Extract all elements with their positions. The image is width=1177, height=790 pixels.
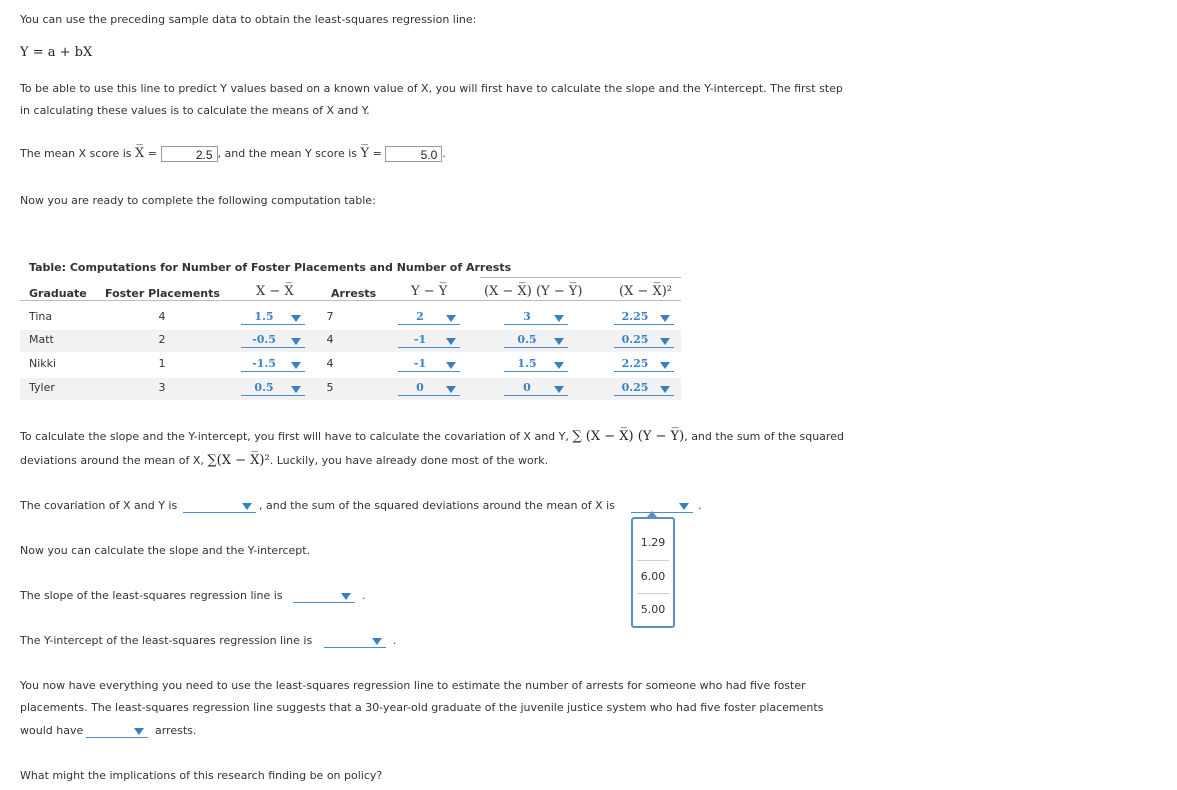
estimate-line3b: arrests. [155, 724, 197, 737]
xdev-dropdown[interactable] [241, 381, 305, 396]
row-background [20, 330, 681, 352]
xdev-dropdown[interactable] [241, 310, 305, 325]
chevron-down-icon [660, 362, 670, 369]
foster-placements: 2 [158, 333, 166, 346]
header-graduate: Graduate [29, 287, 87, 300]
ready-text: Now you are ready to complete the following computation table: [20, 194, 376, 207]
regression-formula: Y = a + bX [20, 45, 93, 60]
xdev-dropdown-value: 0.5 [254, 381, 274, 394]
header-squared: (X − X̅)² [619, 284, 673, 299]
product-dropdown-value: 1.5 [517, 357, 537, 370]
foster-placements: 4 [158, 310, 166, 323]
header-xdev: X − X̅ [256, 284, 294, 299]
equals-sign-2: = [372, 147, 382, 160]
product-dropdown[interactable] [504, 310, 568, 325]
cov-line1-text: To calculate the slope and the Y-intercept, you first will have to calculate the covariation of X and Y, [20, 430, 569, 443]
header-foster: Foster Placements [105, 287, 220, 300]
product-dropdown[interactable] [504, 381, 568, 396]
graduate-name: Nikki [29, 357, 57, 370]
squared-dropdown-value: 0.25 [621, 381, 649, 394]
chevron-down-icon [679, 503, 689, 510]
squared-dropdown[interactable] [614, 310, 674, 325]
policy-question: What might the implications of this research finding be on policy? [20, 769, 383, 782]
xdev-dropdown-value: -1.5 [252, 357, 276, 370]
sumsq-options-popup [631, 517, 675, 628]
ydev-dropdown-value: 0 [416, 381, 424, 394]
period-2: . [698, 499, 702, 512]
chevron-down-icon [134, 728, 144, 735]
chevron-down-icon [446, 386, 456, 393]
graduate-name: Tina [29, 310, 53, 323]
intercept-label: The Y-intercept of the least-squares regression line is [20, 634, 313, 647]
covariation-label: The covariation of X and Y is [20, 499, 178, 512]
product-dropdown-value: 0 [523, 381, 531, 394]
para1-line1: To be able to use this line to predict Y values based on a known value of X, you will first have to calculate the slope and the Y-intercept. The first step [20, 82, 843, 95]
foster-placements: 3 [158, 381, 166, 394]
header-arrests: Arrests [331, 287, 377, 300]
chevron-down-icon [554, 362, 564, 369]
chevron-down-icon [341, 593, 351, 600]
ydev-dropdown[interactable] [398, 310, 460, 325]
graduate-name: Matt [29, 333, 54, 346]
equals-sign: = [147, 147, 158, 160]
xdev-dropdown-value: -0.5 [252, 333, 276, 346]
table-caption: Table: Computations for Number of Foster Placements and Number of Arrests [29, 261, 512, 274]
header-ydev: Y − Y̅ [411, 284, 448, 299]
option-2[interactable]: 6.00 [640, 570, 666, 583]
header-product: (X − X̅) (Y − Y̅) [484, 284, 583, 299]
chevron-down-icon [554, 338, 564, 345]
option-divider [637, 560, 669, 561]
arrests-value: 4 [326, 357, 334, 370]
squared-dropdown-value: 2.25 [621, 357, 649, 370]
means-line [20, 146, 446, 162]
chevron-down-icon [446, 362, 456, 369]
table-top-line [480, 277, 681, 278]
chevron-down-icon [446, 338, 456, 345]
foster-placements: 1 [158, 357, 166, 370]
slope-dropdown[interactable] [293, 588, 355, 603]
cov-line2-text-b: . Luckily, you have already done most of the work. [269, 454, 549, 467]
chevron-down-icon [554, 315, 564, 322]
xdev-dropdown[interactable] [241, 357, 305, 372]
squared-dropdown[interactable] [614, 357, 674, 372]
row-background [20, 378, 681, 400]
mean-x-input[interactable]: 2.5 [161, 146, 218, 162]
chevron-down-icon [372, 638, 382, 645]
xdev-dropdown-value: 1.5 [254, 310, 274, 323]
chevron-down-icon [660, 315, 670, 322]
intro-text: You can use the preceding sample data to obtain the least-squares regression line: [20, 13, 477, 26]
ydev-dropdown-value: -1 [413, 333, 427, 346]
mean-x-label: The mean X score is [20, 147, 132, 160]
period-4: . [393, 634, 397, 647]
estimate-line2: placements. The least-squares regression line suggests that a 30-year-old graduate of the juvenile justice system who had five foster placements [20, 701, 824, 714]
ydev-dropdown[interactable] [398, 381, 460, 396]
product-dropdown-value: 0.5 [517, 333, 537, 346]
cov-line2-text: deviations around the mean of X, [20, 454, 204, 467]
estimate-line3a: would have [20, 724, 84, 737]
arrests-value: 5 [326, 381, 334, 394]
chevron-down-icon [291, 315, 301, 322]
ydev-dropdown[interactable] [398, 333, 460, 348]
option-3[interactable]: 5.00 [640, 603, 666, 616]
mean-y-input[interactable]: 5.0 [385, 146, 442, 162]
estimate-line1: You now have everything you need to use the least-squares regression line to estimate the number of arrests for someone who had five foster [20, 679, 806, 692]
graduate-name: Tyler [29, 381, 55, 394]
cov-sq-expr: ∑(X − X̅)² [207, 453, 270, 468]
squared-dropdown-value: 0.25 [621, 333, 649, 346]
mean-y-symbol: Y̅ [360, 146, 370, 161]
arrests-estimate-dropdown[interactable] [86, 723, 148, 738]
mean-x-symbol: X̅ [135, 146, 145, 161]
product-dropdown[interactable] [504, 357, 568, 372]
sumsq-label: , and the sum of the squared deviations around the mean of X is [259, 499, 615, 512]
slope-label: The slope of the least-squares regression line is [20, 589, 283, 602]
arrests-value: 7 [326, 310, 334, 323]
cov-line1-text-b: , and the sum of the squared [684, 430, 844, 443]
squared-dropdown[interactable] [614, 333, 674, 348]
chevron-down-icon [291, 386, 301, 393]
ydev-dropdown[interactable] [398, 357, 460, 372]
chevron-down-icon [660, 338, 670, 345]
table-header-line [20, 300, 681, 301]
xdev-dropdown[interactable] [241, 333, 305, 348]
period: . [442, 147, 446, 160]
chevron-down-icon [291, 338, 301, 345]
period-3: . [362, 589, 366, 602]
cov-sum-expr: ∑ (X − X̅) (Y − Y̅) [572, 429, 685, 444]
mean-y-label: , and the mean Y score is [217, 147, 357, 160]
chevron-down-icon [446, 315, 456, 322]
option-divider [637, 593, 669, 594]
slope-intro: Now you can calculate the slope and the Y-intercept. [20, 544, 311, 557]
para1-line2: in calculating these values is to calculate the means of X and Y. [20, 104, 370, 117]
option-1[interactable]: 1.29 [640, 536, 666, 549]
chevron-down-icon [242, 503, 252, 510]
ydev-dropdown-value: -1 [413, 357, 427, 370]
cov-line2 [20, 453, 548, 468]
intercept-dropdown[interactable] [324, 633, 386, 648]
sumsq-dropdown[interactable] [631, 498, 693, 513]
arrests-value: 4 [326, 333, 334, 346]
covariation-dropdown[interactable] [183, 498, 256, 513]
chevron-up-icon [647, 511, 657, 517]
squared-dropdown-value: 2.25 [621, 310, 649, 323]
chevron-down-icon [554, 386, 564, 393]
product-dropdown-value: 3 [523, 310, 531, 323]
product-dropdown[interactable] [504, 333, 568, 348]
chevron-down-icon [291, 362, 301, 369]
squared-dropdown[interactable] [614, 381, 674, 396]
cov-line1 [20, 429, 844, 444]
chevron-down-icon [660, 386, 670, 393]
ydev-dropdown-value: 2 [416, 310, 424, 323]
